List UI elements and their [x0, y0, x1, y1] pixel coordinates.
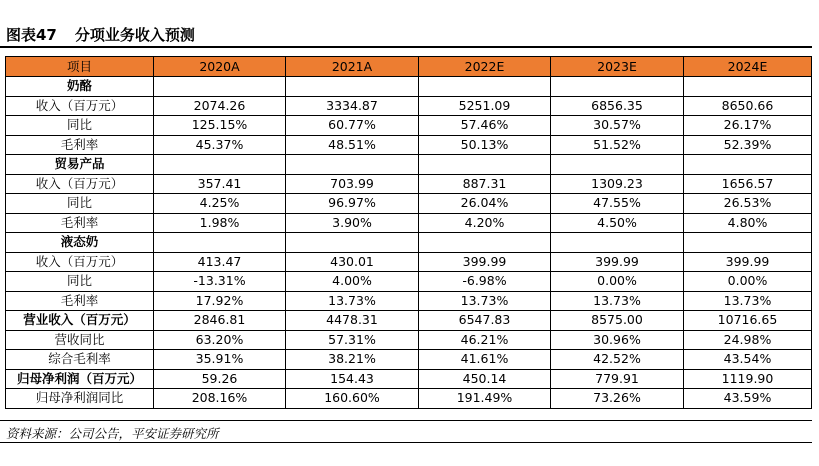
value-cell: 1309.23	[551, 174, 684, 194]
value-cell: 30.57%	[551, 116, 684, 136]
value-cell: 26.53%	[684, 194, 812, 214]
value-cell: 13.73%	[419, 291, 551, 311]
value-cell: 399.99	[551, 252, 684, 272]
value-cell: 35.91%	[154, 350, 286, 370]
value-cell: 73.26%	[551, 389, 684, 409]
figure-number: 图表47	[6, 26, 57, 44]
value-cell: 154.43	[286, 369, 419, 389]
value-cell: 1119.90	[684, 369, 812, 389]
value-cell: 26.04%	[419, 194, 551, 214]
table-section-row	[6, 155, 812, 175]
row-label-cell: 毛利率	[6, 135, 154, 155]
value-cell: 208.16%	[154, 389, 286, 409]
value-cell: 413.47	[154, 252, 286, 272]
value-cell: 3.90%	[286, 213, 419, 233]
value-cell: 0.00%	[551, 272, 684, 292]
row-label-cell: 同比	[6, 194, 154, 214]
value-cell: 63.20%	[154, 330, 286, 350]
value-cell: 41.61%	[419, 350, 551, 370]
value-cell: 30.96%	[551, 330, 684, 350]
value-cell	[419, 77, 551, 97]
table-row	[6, 369, 812, 389]
value-cell: 96.97%	[286, 194, 419, 214]
value-cell	[419, 233, 551, 253]
value-cell: 51.52%	[551, 135, 684, 155]
value-cell	[154, 77, 286, 97]
table-row	[6, 96, 812, 116]
value-cell: 399.99	[684, 252, 812, 272]
value-cell: 57.31%	[286, 330, 419, 350]
value-cell	[154, 155, 286, 175]
header-cell-2022e: 2022E	[419, 57, 551, 77]
value-cell: 38.21%	[286, 350, 419, 370]
table-row	[6, 311, 812, 331]
value-cell: 43.54%	[684, 350, 812, 370]
table-row	[6, 116, 812, 136]
row-label-cell: 综合毛利率	[6, 350, 154, 370]
row-label-cell: 毛利率	[6, 291, 154, 311]
row-label-cell: 归母净利润（百万元）	[6, 369, 154, 389]
value-cell	[551, 233, 684, 253]
table-row	[6, 350, 812, 370]
value-cell: 5251.09	[419, 96, 551, 116]
row-label-cell: 毛利率	[6, 213, 154, 233]
value-cell: 3334.87	[286, 96, 419, 116]
row-label-cell: 营业收入（百万元）	[6, 311, 154, 331]
table-row	[6, 272, 812, 292]
header-cell-2020a: 2020A	[154, 57, 286, 77]
value-cell: 45.37%	[154, 135, 286, 155]
value-cell: 43.59%	[684, 389, 812, 409]
value-cell: 8650.66	[684, 96, 812, 116]
forecast-table	[5, 56, 812, 409]
value-cell: 6547.83	[419, 311, 551, 331]
value-cell: 779.91	[551, 369, 684, 389]
table-row	[6, 213, 812, 233]
figure-title-bar	[0, 20, 812, 48]
table-row	[6, 389, 812, 409]
table-section-row	[6, 77, 812, 97]
value-cell	[551, 155, 684, 175]
table-row	[6, 291, 812, 311]
table-row	[6, 194, 812, 214]
value-cell	[286, 233, 419, 253]
value-cell: 160.60%	[286, 389, 419, 409]
table-section-row	[6, 233, 812, 253]
value-cell: 47.55%	[551, 194, 684, 214]
value-cell: 0.00%	[684, 272, 812, 292]
table-row	[6, 135, 812, 155]
value-cell	[551, 77, 684, 97]
value-cell	[154, 233, 286, 253]
figure-title	[6, 24, 195, 45]
header-cell-2024e: 2024E	[684, 57, 812, 77]
value-cell: 42.52%	[551, 350, 684, 370]
source-divider	[0, 420, 812, 421]
value-cell: 13.73%	[684, 291, 812, 311]
value-cell: 46.21%	[419, 330, 551, 350]
value-cell: 17.92%	[154, 291, 286, 311]
value-cell: 4478.31	[286, 311, 419, 331]
value-cell: 4.00%	[286, 272, 419, 292]
value-cell	[684, 77, 812, 97]
header-cell-2021a: 2021A	[286, 57, 419, 77]
value-cell	[684, 155, 812, 175]
figure-caption: 分项业务收入预测	[74, 26, 195, 44]
row-label-cell: 同比	[6, 272, 154, 292]
value-cell: 191.49%	[419, 389, 551, 409]
value-cell: 50.13%	[419, 135, 551, 155]
value-cell: 357.41	[154, 174, 286, 194]
value-cell: 1656.57	[684, 174, 812, 194]
value-cell: 4.80%	[684, 213, 812, 233]
value-cell: 4.25%	[154, 194, 286, 214]
row-label-cell: 奶酪	[6, 77, 154, 97]
table-row	[6, 252, 812, 272]
value-cell: 4.50%	[551, 213, 684, 233]
value-cell: 24.98%	[684, 330, 812, 350]
header-cell-item: 项目	[6, 57, 154, 77]
value-cell	[286, 77, 419, 97]
row-label-cell: 收入（百万元）	[6, 96, 154, 116]
table-body	[6, 77, 812, 409]
value-cell: 52.39%	[684, 135, 812, 155]
value-cell: 60.77%	[286, 116, 419, 136]
value-cell: 26.17%	[684, 116, 812, 136]
value-cell: 430.01	[286, 252, 419, 272]
table-header-row	[6, 57, 812, 77]
value-cell: 13.73%	[286, 291, 419, 311]
value-cell: 48.51%	[286, 135, 419, 155]
row-label-cell: 同比	[6, 116, 154, 136]
value-cell: 703.99	[286, 174, 419, 194]
value-cell: 2846.81	[154, 311, 286, 331]
value-cell: 4.20%	[419, 213, 551, 233]
row-label-cell: 营收同比	[6, 330, 154, 350]
value-cell: 125.15%	[154, 116, 286, 136]
value-cell: 1.98%	[154, 213, 286, 233]
value-cell: 8575.00	[551, 311, 684, 331]
value-cell: -13.31%	[154, 272, 286, 292]
table-row	[6, 174, 812, 194]
value-cell: 399.99	[419, 252, 551, 272]
value-cell	[419, 155, 551, 175]
value-cell: 13.73%	[551, 291, 684, 311]
source-note: 资料来源：公司公告，平安证券研究所	[6, 426, 219, 441]
row-label-cell: 收入（百万元）	[6, 252, 154, 272]
header-cell-2023e: 2023E	[551, 57, 684, 77]
row-label-cell: 液态奶	[6, 233, 154, 253]
row-label-cell: 归母净利润同比	[6, 389, 154, 409]
table-row	[6, 330, 812, 350]
row-label-cell: 贸易产品	[6, 155, 154, 175]
value-cell: 10716.65	[684, 311, 812, 331]
value-cell: 6856.35	[551, 96, 684, 116]
value-cell: 57.46%	[419, 116, 551, 136]
value-cell	[286, 155, 419, 175]
value-cell	[684, 233, 812, 253]
value-cell: -6.98%	[419, 272, 551, 292]
row-label-cell: 收入（百万元）	[6, 174, 154, 194]
value-cell: 59.26	[154, 369, 286, 389]
bottom-divider	[0, 442, 812, 443]
value-cell: 887.31	[419, 174, 551, 194]
value-cell: 450.14	[419, 369, 551, 389]
value-cell: 2074.26	[154, 96, 286, 116]
